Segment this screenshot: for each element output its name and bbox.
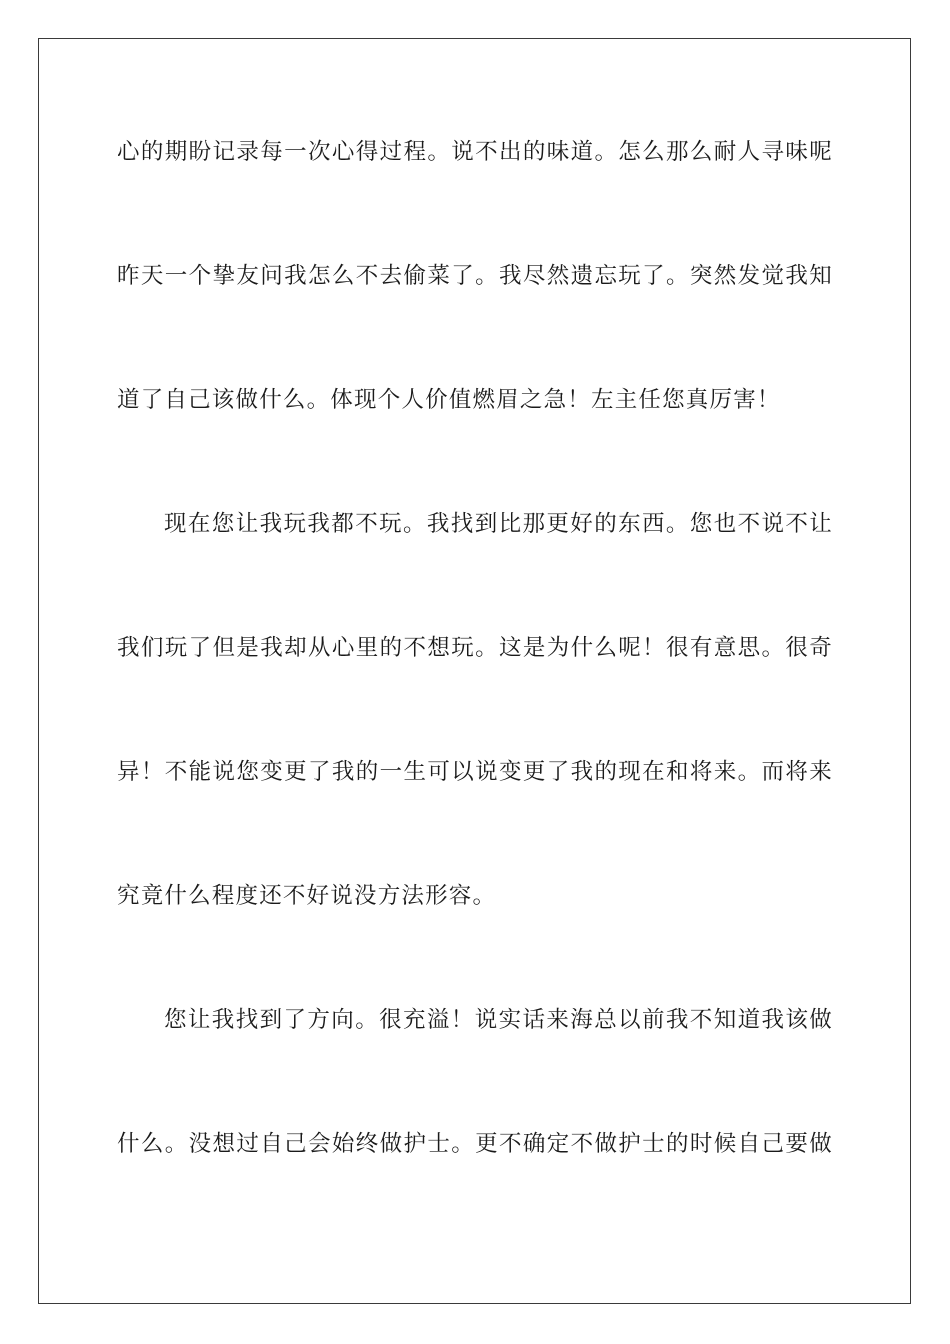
- page-frame: [38, 38, 911, 1304]
- text-line-7: 究竟什么程度还不好说没方法形容。: [117, 883, 497, 909]
- text-line-6: 异！不能说您变更了我的一生可以说变更了我的现在和将来。而将来: [117, 759, 833, 785]
- text-line-1: 心的期盼记录每一次心得过程。说不出的味道。怎么那么耐人寻味呢: [117, 139, 833, 165]
- text-line-8: 您让我找到了方向。很充溢！说实话来海总以前我不知道我该做: [164, 1007, 833, 1033]
- text-line-9: 什么。没想过自己会始终做护士。更不确定不做护士的时候自己要做: [117, 1131, 833, 1157]
- text-line-2: 昨天一个挚友问我怎么不去偷菜了。我尽然遗忘玩了。突然发觉我知: [117, 263, 833, 289]
- text-line-3: 道了自己该做什么。体现个人价值燃眉之急！左主任您真厉害！: [117, 387, 781, 413]
- text-line-5: 我们玩了但是我却从心里的不想玩。这是为什么呢！很有意思。很奇: [117, 635, 833, 661]
- text-line-4: 现在您让我玩我都不玩。我找到比那更好的东西。您也不说不让: [164, 511, 833, 537]
